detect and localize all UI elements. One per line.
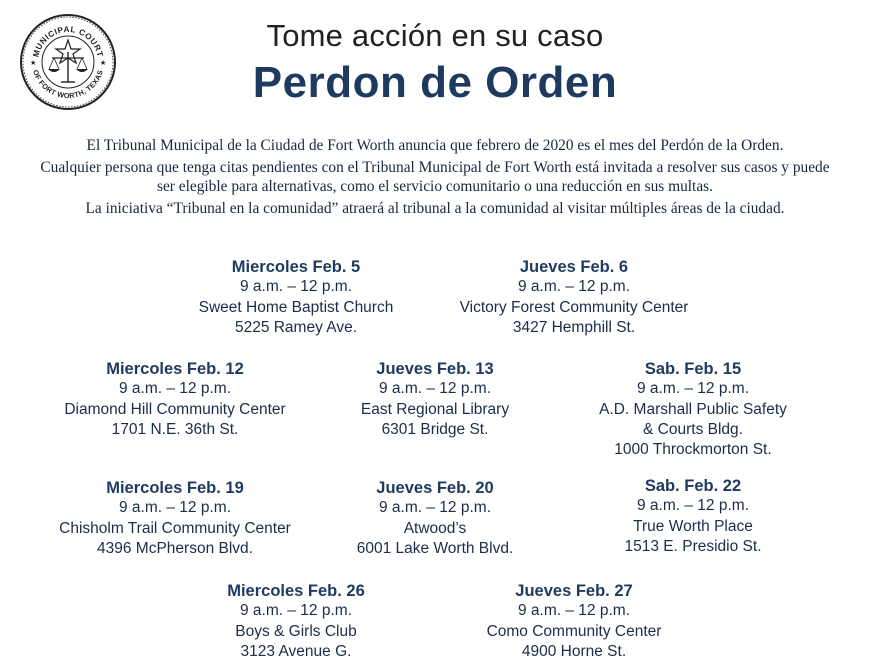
event-address: 4396 McPherson Blvd. <box>97 539 253 557</box>
svg-text:★: ★ <box>30 59 37 67</box>
event-time: 9 a.m. – 12 p.m. <box>637 497 749 515</box>
event-time: 9 a.m. – 12 p.m. <box>379 380 491 398</box>
intro-text <box>0 136 870 221</box>
event-time: 9 a.m. – 12 p.m. <box>119 499 231 517</box>
event-day: Jueves Feb. 6 <box>519 258 629 276</box>
page-title: Perdon de Orden <box>252 58 618 107</box>
event-time: 9 a.m. – 12 p.m. <box>379 499 491 517</box>
event-time: 9 a.m. – 12 p.m. <box>518 602 630 620</box>
event-address: 1513 E. Presidio St. <box>624 537 762 555</box>
svg-text:★: ★ <box>100 59 107 67</box>
event-address: 3123 Avenue G. <box>240 642 352 660</box>
event-day: Jueves Feb. 20 <box>376 479 494 497</box>
event-location: Chisholm Trail Community Center <box>59 519 291 537</box>
event-time: 9 a.m. – 12 p.m. <box>119 380 231 398</box>
intro-paragraph: La iniciativa “Tribunal en la comunidad” atraerá al tribunal a la comunidad al visitar múltiples áreas de la ciudad. <box>85 200 785 217</box>
event-location: & Courts Bldg. <box>643 420 743 438</box>
event-time: 9 a.m. – 12 p.m. <box>240 602 352 620</box>
event-card <box>553 476 833 557</box>
event-card <box>295 359 575 440</box>
event-day: Jueves Feb. 27 <box>515 582 633 600</box>
event-address: 1701 N.E. 36th St. <box>111 420 239 438</box>
event-card <box>295 478 575 559</box>
event-location: True Worth Place <box>633 517 753 535</box>
event-location: East Regional Library <box>360 400 510 418</box>
event-card <box>156 581 436 662</box>
event-day: Miercoles Feb. 12 <box>106 360 244 378</box>
event-card <box>434 581 714 662</box>
event-location: A.D. Marshall Public Safety <box>599 400 787 418</box>
event-day: Miercoles Feb. 26 <box>227 582 365 600</box>
event-day: Miercoles Feb. 19 <box>106 479 244 497</box>
event-time: 9 a.m. – 12 p.m. <box>637 380 749 398</box>
event-location: Victory Forest Community Center <box>459 298 689 316</box>
seal-top-text: MUNICIPAL COURT <box>31 24 105 59</box>
event-time: 9 a.m. – 12 p.m. <box>240 278 352 296</box>
intro-paragraph: Cualquier persona que tenga citas pendientes con el Tribunal Municipal de Fort Worth está invitada a resolver sus casos y puede ser elegible para alternativas, como el servicio comunitario o una reducción en sus multas. <box>40 159 830 195</box>
header <box>0 14 870 108</box>
event-card <box>553 359 833 460</box>
event-location: Atwood’s <box>403 519 467 537</box>
event-location: Boys & Girls Club <box>235 622 357 640</box>
event-day: Miercoles Feb. 5 <box>231 258 361 276</box>
event-time: 9 a.m. – 12 p.m. <box>518 278 630 296</box>
event-card <box>434 257 714 338</box>
seal-bottom-text: OF FORT WORTH, TEXAS <box>31 68 105 101</box>
event-address: 6301 Bridge St. <box>381 420 489 438</box>
event-location: Sweet Home Baptist Church <box>198 298 394 316</box>
event-card <box>35 478 315 559</box>
page-subtitle: Tome acción en su caso <box>266 18 604 53</box>
event-address: 3427 Hemphill St. <box>512 318 636 336</box>
event-location: Como Community Center <box>486 622 662 640</box>
event-card <box>35 359 315 440</box>
event-address: 5225 Ramey Ave. <box>234 318 358 336</box>
event-location: Diamond Hill Community Center <box>64 400 286 418</box>
intro-paragraph: El Tribunal Municipal de la Ciudad de Fort Worth anuncia que febrero de 2020 es el mes del Perdón de la Orden. <box>86 137 784 154</box>
event-day: Sab. Feb. 15 <box>644 360 742 378</box>
event-address: 6001 Lake Worth Blvd. <box>356 539 514 557</box>
event-day: Jueves Feb. 13 <box>376 360 494 378</box>
event-card <box>156 257 436 338</box>
event-address: 1000 Throckmorton St. <box>614 441 772 459</box>
event-address: 4900 Horne St. <box>521 642 627 660</box>
event-day: Sab. Feb. 22 <box>644 477 742 495</box>
